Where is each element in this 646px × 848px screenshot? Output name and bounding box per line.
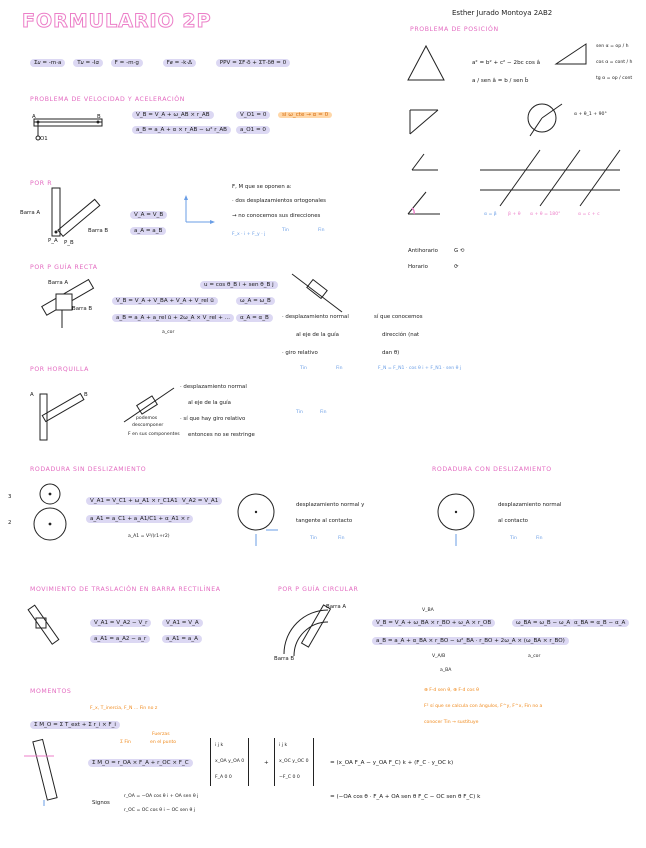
position-sen: sen α = op / h xyxy=(596,44,629,49)
pinned-fin: Fin xyxy=(318,228,325,233)
fork-note4: entonces no se restringe xyxy=(188,432,255,438)
position-law-sin: a / sen â = b / sen b̂ xyxy=(472,78,529,84)
circular-bar-a: Barra A xyxy=(326,604,347,610)
fork-label-b: B xyxy=(84,392,88,398)
slider-forces: F_N = F_N1 · cos θ i + F_N1 · sen θ j xyxy=(378,366,462,371)
section-title-circular: POR P GUÍA CIRCULAR xyxy=(278,586,359,593)
slider-note2: al eje de la guía xyxy=(296,332,339,338)
circular-top-label: V_BA xyxy=(422,608,434,613)
circular-lab1: V_A/B xyxy=(432,654,446,659)
section-title-translation: MOVIMIENTO DE TRASLACIÓN EN BARRA RECTILÍNEA xyxy=(30,586,221,593)
position-angle-icon xyxy=(404,186,444,220)
moments-annot2: en el punto xyxy=(150,740,177,745)
rolling-eq2: V_A2 = V_A1 xyxy=(178,498,222,504)
velocity-eq2: a_B = a_A + α × r_AB − ω² r_AB xyxy=(132,127,231,133)
translation-eq3: V_A1 = V_A xyxy=(162,620,203,626)
moments-result2: = (−OA cos θ · F_A + OA sen θ F_C − OC sen θ F_C) k xyxy=(330,794,481,800)
translation-eq2: a_A1 = a_A2 − a_r xyxy=(90,636,150,642)
pinned-bar-b: Barra B xyxy=(88,228,109,234)
formula-spring: F𝑒 = -k·Δ xyxy=(163,59,196,67)
pinned-point-a: P_A xyxy=(48,238,58,244)
section-title-velocity: PROBLEMA DE VELOCIDAD Y ACELERACIÓN xyxy=(30,96,185,103)
moments-matrix2: i j k x_OC y_OC 0 −F_C 0 0 xyxy=(274,738,314,786)
velocity-eq1: V_B = V_A + ω_AB × r_AB xyxy=(132,112,214,118)
slider-eq4: α_A = α_B xyxy=(236,315,273,321)
slider-note3: · giro relativo xyxy=(282,350,318,356)
velocity-eq4: a_O1 = 0 xyxy=(236,127,270,133)
page-title: FORMULARIO 2P xyxy=(22,10,212,32)
rolling-note2: tangente al contacto xyxy=(296,518,353,524)
position-vector-diagram xyxy=(404,100,444,140)
velocity-label-b: B xyxy=(97,114,101,120)
rolling-eq3: a_A1 = a_C1 + a_A1/C1 + α_A1 × r xyxy=(86,516,193,522)
velocity-note: si ω_cte → α = 0 xyxy=(278,112,332,118)
pinned-note3: → no conocemos sus direcciones xyxy=(232,213,321,219)
section-title-rolling-no-slip: RODADURA SIN DESLIZAMIENTO xyxy=(30,466,147,473)
position-vector-sum xyxy=(408,150,444,180)
fork-p3: F en sus componentes xyxy=(128,432,180,437)
rolling-note1: desplazamiento normal y xyxy=(296,502,365,508)
moments-bar-diagram xyxy=(14,734,84,808)
moments-annot1: Fuerzas xyxy=(152,732,170,737)
moments-eq-sum: Σ M_O = Σ T_ext + Σ r_i × F_i xyxy=(30,722,120,728)
moments-orange3: conocer Tin → sustituye xyxy=(424,720,479,725)
circular-bar-b: Barra B xyxy=(274,656,295,662)
circular-lab2: a_cor xyxy=(528,654,541,659)
rolling-tin: Tin xyxy=(310,536,317,541)
formula-row xyxy=(30,60,290,67)
pinned-point-b: P_B xyxy=(64,240,74,246)
slider-note6: dan θ) xyxy=(382,350,400,356)
pinned-bar-a: Barra A xyxy=(20,210,41,216)
right-triangle-icon xyxy=(552,40,592,72)
position-cos: cos α = cont / h xyxy=(596,60,633,65)
slider-guide-icon xyxy=(288,268,348,318)
circular-eq1: V_B = V_A + ω_BA × r_BO + ω_A × r_OB xyxy=(372,620,495,626)
velocity-eq3: V_O1 = 0 xyxy=(236,112,270,118)
moments-sign2: r_OC = OC cos θ i − OC sen θ j xyxy=(124,808,195,813)
slider-bar-a: Barra A xyxy=(48,280,69,286)
slider-note5: dirección (nat xyxy=(382,332,420,338)
section-title-position: PROBLEMA DE POSICIÓN xyxy=(410,26,499,33)
rolling-eq1: V_A1 = V_C1 + ω_A1 × r_C1A1 xyxy=(86,498,182,504)
moments-sign1: r_OA = −OA cos θ i + OA sen θ j xyxy=(124,794,199,799)
position-parallel-lines xyxy=(480,150,620,210)
circular-eq1b: ω_BA = ω_B − ω_A xyxy=(512,620,574,626)
formula-weight: F = -m·g xyxy=(111,59,143,67)
moments-plus: + xyxy=(264,760,269,766)
slider-tin: Tin xyxy=(300,366,307,371)
translation-eq1: V_A1 = V_A2 − V_r xyxy=(90,620,151,626)
position-angle-eq3: α + θ = 180° xyxy=(530,212,561,217)
position-law-cos: a² = b² + c² − 2bc cos â xyxy=(472,60,541,66)
rolling-slip-note2: al contacto xyxy=(498,518,528,524)
moments-note1: F_x, T_inercia, F_N ... Fin no z xyxy=(90,706,158,711)
slider-bar-b: Barra B xyxy=(72,306,93,312)
position-circle-diagram xyxy=(520,96,570,142)
section-title-rolling-slip: RODADURA CON DESLIZAMIENTO xyxy=(432,466,552,473)
rolling-slip-wheel-icon xyxy=(432,488,486,542)
formula-torque-inertia: T𝑢 = -I𝛼 xyxy=(73,59,103,67)
formula-ppv: PPV = ΣF·δ + ΣT·δθ = 0 xyxy=(216,59,290,67)
pinned-note1: F, M que se oponen a: xyxy=(232,184,292,190)
rolling-label-3: 3 xyxy=(8,494,12,500)
fork-diagram xyxy=(30,390,100,445)
formula-force-inertia: Σ𝑢 = -m·a xyxy=(30,59,65,67)
fork-note2: al eje de la guía xyxy=(188,400,231,406)
slider-note4: sí que conocemos xyxy=(374,314,423,320)
moments-eq-main: Σ M_O = r_OA × F_A + r_OC × F_C xyxy=(88,760,193,766)
rolling-fin: Fin xyxy=(338,536,345,541)
pinned-bars-diagram xyxy=(42,186,112,244)
velocity-label-o1: O1 xyxy=(40,136,48,142)
slider-cor: a_cor xyxy=(162,330,175,335)
rolling-slip-note1: desplazamiento normal xyxy=(498,502,562,508)
pinned-axes-icon xyxy=(180,192,220,232)
position-tg: tg α = op / cont xyxy=(596,76,633,81)
position-triangle xyxy=(404,40,464,90)
position-horario: Horario xyxy=(408,264,428,270)
fork-fin: Fin xyxy=(320,410,327,415)
fork-tin: Tin xyxy=(296,410,303,415)
slider-eq2: a_B = a_A + a_rel ū + 2ω_A × V_rel + ... xyxy=(112,315,234,321)
moments-orange2: F² sí que se calcula con ángulos, F^y, F^x, Fin no a xyxy=(424,704,543,709)
position-angle-eq4: α = c + c xyxy=(578,212,600,217)
pinned-forces: F_x · i + F_y · j xyxy=(232,232,266,237)
velocity-label-a: A xyxy=(32,114,36,120)
fork-p1: podemos xyxy=(136,416,158,421)
fork-note3: · sí que hay giro relativo xyxy=(180,416,246,422)
circular-eq1c: α_BA = α_B − α_A xyxy=(570,620,629,626)
velocity-bar-diagram xyxy=(28,110,118,160)
rolling-wheel-icon xyxy=(232,488,286,542)
section-title-pinned: POR R xyxy=(30,180,53,187)
section-title-moments: MOMENTOS xyxy=(30,688,72,695)
pinned-tin: Tin xyxy=(282,228,289,233)
rolling-gears-diagram xyxy=(20,480,80,552)
pinned-eq1: V_A = V_B xyxy=(130,212,167,218)
position-angle-eq2: β + θ xyxy=(508,212,521,217)
section-title-slider: POR P GUÍA RECTA xyxy=(30,264,98,271)
author-name: Esther Jurado Montoya 2AB2 xyxy=(452,9,553,17)
rolling-label-2: 2 xyxy=(8,520,12,526)
translation-diagram xyxy=(22,600,82,656)
moments-orange1: ⊕ F·d sen θ, ⊕ F·d cos θ xyxy=(424,688,479,693)
fork-label-a: A xyxy=(30,392,34,398)
horario-icon: ⟳ xyxy=(454,264,459,270)
slider-fin: Fin xyxy=(336,366,343,371)
section-title-fork: POR HORQUILLA xyxy=(30,366,89,373)
rolling-slip-tin: Tin xyxy=(510,536,517,541)
position-angle-sum: α + θ_1 + 90° xyxy=(574,112,607,117)
pinned-note2: · dos desplazamientos ortogonales xyxy=(232,198,326,204)
circular-lab3: a_BA xyxy=(440,668,452,673)
slider-note1: · desplazamiento normal xyxy=(282,314,349,320)
pinned-eq2: a_A = a_B xyxy=(130,228,166,234)
moments-matrix1: i j k x_OA y_OA 0 F_A 0 0 xyxy=(210,738,249,786)
moments-annot3: Σ Fin xyxy=(120,740,131,745)
moments-signs: Signos xyxy=(92,800,110,806)
slider-eq1: V_B = V_A + V_BA + V_A + V_rel ū xyxy=(112,298,218,304)
position-antihorario: Antihorario xyxy=(408,248,438,254)
moments-result1: = (x_OA F_A − y_OA F_C) k + (F_C · y_OC k) xyxy=(330,760,454,766)
rolling-eq4: a_A1 = V²/(r1+r2) xyxy=(128,534,170,539)
slider-u: u = cos θ_B i + sen θ_B j xyxy=(200,282,278,288)
position-angle-eq: α = β xyxy=(484,212,497,217)
slider-eq3: ω_A = ω_B xyxy=(236,298,275,304)
rolling-slip-fin: Fin xyxy=(536,536,543,541)
antihorario-icon: G ⟲ xyxy=(454,248,465,254)
translation-eq4: a_A1 = a_A xyxy=(162,636,202,642)
circular-eq2: a_B = a_A + α_BA × r_BO − ω²_BA · r_BO + 2ω_A × (ω_BA × r_BO) xyxy=(372,638,569,644)
fork-note1: · desplazamiento normal xyxy=(180,384,247,390)
fork-p2: descomponer xyxy=(132,423,164,428)
